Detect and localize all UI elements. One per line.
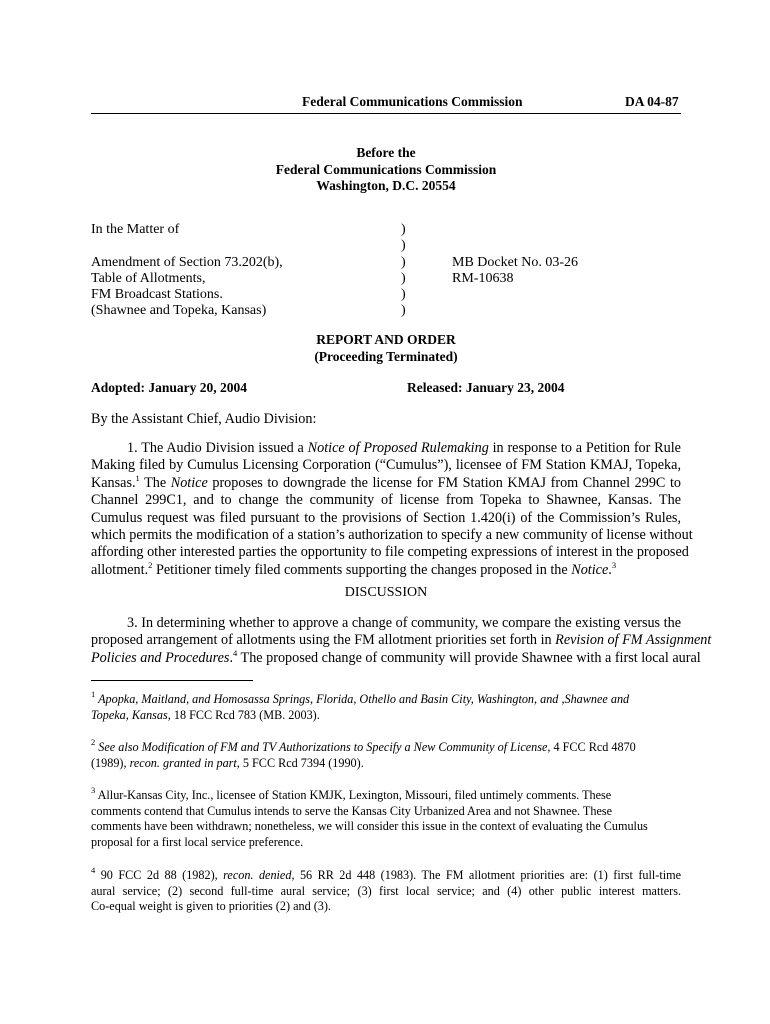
discussion-heading: DISCUSSION [344,585,428,600]
caption-left [91,222,283,320]
footnote-number: 1 [91,689,96,699]
footnote-number: 2 [91,737,96,747]
adopted-date: Adopted: January 20, 2004 [91,380,248,395]
title-before: Before the [356,145,416,160]
para1-line: Cumulus request was filed pursuant to the provisions of Section 1.420(i) of the Commission’s Rules, [91,509,681,526]
paragraph-1 [91,440,693,579]
footnote-4 [91,865,682,915]
header-agency: Federal Communications Commission [302,94,523,109]
footnote-line: Co-equal weight is given to priorities (2) and (3). [91,899,331,914]
header-doc-number: DA 04-87 [625,94,679,109]
caption-paren: ) [401,222,406,237]
footnote-line: $^4$ 90 FCC 2d 88 (1982), recon. denied, 56 RR 2d 448 (1983). The FM allotment priorities are: (1) first full-time [91,865,682,882]
caption-paren: ) [401,303,406,319]
footnote-1 [91,689,681,723]
footnote-line: $^1$ Apopka, Maitland, and Homosassa Springs, Florida, Othello and Basin City, Washington, and ,Shawnee and [91,689,630,706]
para1-line: which permits the modification of a station’s authorization to specify a new community of license without [91,526,693,543]
order-title-main: REPORT AND ORDER [316,332,456,347]
paragraph-3 [91,615,712,667]
footnote-line: Topeka, Kansas, 18 FCC Rcd 783 (MB. 2003). [91,707,320,722]
header-rule [91,113,681,114]
order-title-sub: (Proceeding Terminated) [314,348,458,364]
caption-right [452,255,578,288]
caption-paren: ) [401,287,406,303]
footnote-number: 3 [91,785,96,795]
para3-line: Policies and Procedures.$^4$ The proposed change of community will provide Shawnee with a first local aural [91,647,701,666]
footnote-line: $^2$ See also Modification of FM and TV Authorizations to Specify a New Community of License, 4 FCC Rcd 4870 [91,737,636,754]
para1-line: 1. The Audio Division issued a Notice of Proposed Rulemaking in response to a Petition for Rule [127,440,681,456]
footnote-line: comments contend that Cumulus intends to serve the Kansas City Urbanized Area and not Shawnee. These [91,803,613,818]
footnote-rule [91,680,253,681]
footnote-ref-1[interactable]: 1 [135,472,140,483]
title-location: Washington, D.C. 20554 [316,178,456,193]
footnote-line: proposal for a first local service preference. [91,835,304,850]
order-title [91,332,681,365]
caption-line: FM Broadcast Stations. [91,287,223,303]
footnote-ref-4[interactable]: 4 [232,647,238,658]
footnote-line: comments have been withdrawn; nonetheless, we will consider this issue in the context of evaluating the Cumulus [91,819,648,834]
caption-paren: ) [401,254,406,270]
caption-line [91,238,283,254]
caption-paren: ) [401,238,406,254]
footnote-3 [91,785,681,851]
caption-line: In the Matter of [91,222,180,237]
rm-number: RM-10638 [452,271,514,287]
title-block [91,145,681,195]
footnote-ref-3[interactable]: 3 [611,559,617,570]
byline: By the Assistant Chief, Audio Division: [91,411,317,427]
caption-line: (Shawnee and Topeka, Kansas) [91,303,267,319]
para1-line: Kansas.$^1$ The Notice proposes to downgrade the license for FM Station KMAJ from Channel 299C to [91,472,681,491]
released-date: Released: January 23, 2004 [407,380,565,395]
caption-parens [401,222,406,320]
footnote-line: (1989), recon. granted in part, 5 FCC Rcd 7394 (1990). [91,755,364,770]
caption-line: Table of Allotments, [91,270,206,286]
footnote-number: 4 [91,865,96,875]
para1-line: affording other interested parties the opportunity to file competing expressions of interest in the proposed [91,544,689,561]
footnote-line: $^3$ Allur-Kansas City, Inc., licensee of Station KMJK, Lexington, Missouri, filed untimely comments. These [91,785,612,802]
footnote-line: aural service; (2) second full-time aural service; (3) first local service; and (4) other public interest matters. [91,883,681,898]
title-commission: Federal Communications Commission [275,161,497,177]
para1-line: Channel 299C1, and to change the community of license from Topeka to Shawnee, Kansas. The [91,492,681,509]
para1-line: allotment.$^2$ Petitioner timely filed comments supporting the changes proposed in the Notice.$^3$ [91,559,617,578]
footnote-ref-2[interactable]: 2 [148,559,153,570]
para1-line: Making filed by Cumulus Licensing Corporation (“Cumulus”), licensee of FM Station KMAJ, Topeka, [91,457,681,474]
caption-line: Amendment of Section 73.202(b), [91,254,283,270]
footnote-2 [91,737,681,771]
para3-line: 3. In determining whether to approve a change of community, we compare the existing versus the [127,615,681,631]
docket-number: MB Docket No. 03-26 [452,255,578,270]
caption-paren: ) [401,270,406,286]
para3-line: proposed arrangement of allotments using the FM allotment priorities set forth in Revision of FM Assignment [91,632,712,649]
